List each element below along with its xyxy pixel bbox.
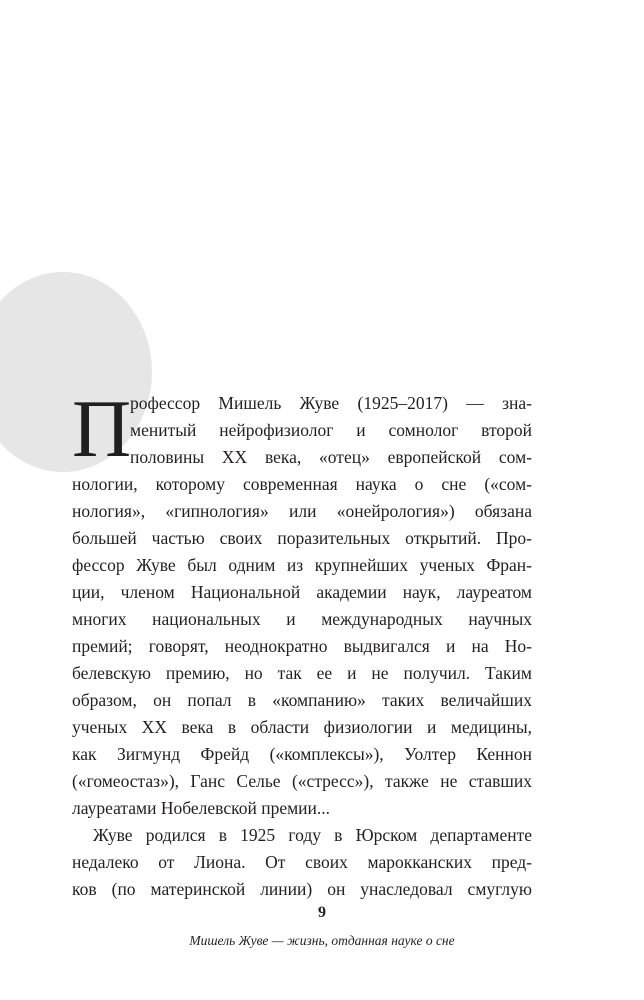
text-line: лауреатами Нобелевской премии... xyxy=(72,798,331,818)
text-line: большей частью своих поразительных открытий. Про- xyxy=(72,528,532,548)
text-line: многих национальных и международных научных xyxy=(72,609,532,629)
text-line: рофессор Мишель Жуве (1925–2017) — зна- xyxy=(130,393,532,413)
body-text xyxy=(72,383,532,903)
text-line: премий; говорят, неоднократно выдвигался и на Но- xyxy=(72,636,532,656)
text-line: менитый нейрофизиолог и сомнолог второй xyxy=(130,420,532,440)
text-line: ции, членом Национальной академии наук, лауреатом xyxy=(72,582,532,602)
text-line: недалеко от Лиона. От своих марокканских пред- xyxy=(72,852,532,872)
text-line: половины XX века, «отец» европейской сом- xyxy=(130,447,532,467)
text-line: ученых XX века в области физиологии и медицины, xyxy=(72,717,532,737)
text-line: нологии, которому современная наука о сне («сом- xyxy=(72,474,532,494)
text-line: нология», «гипнология» или «онейрология») обязана xyxy=(72,501,532,521)
text-line: («гомеостаз»), Ганс Селье («стресс»), также не ставших xyxy=(72,771,532,791)
text-line: белевскую премию, но так ее и не получил. Таким xyxy=(72,663,532,683)
text-line: Жуве родился в 1925 году в Юрском департаменте xyxy=(93,825,532,845)
text-line: как Зигмунд Фрейд («комплексы»), Уолтер Кеннон xyxy=(72,744,532,764)
text-line: фессор Жуве был одним из крупнейших ученых Фран- xyxy=(72,555,532,575)
page-number: 9 xyxy=(318,904,326,921)
drop-cap: П xyxy=(72,383,132,474)
text-line: ков (по материнской линии) он унаследовал смуглую xyxy=(72,879,532,899)
text-line: образом, он попал в «компанию» таких величайших xyxy=(72,690,532,710)
running-footer: Мишель Жуве — жизнь, отданная науке о сне xyxy=(189,933,455,948)
